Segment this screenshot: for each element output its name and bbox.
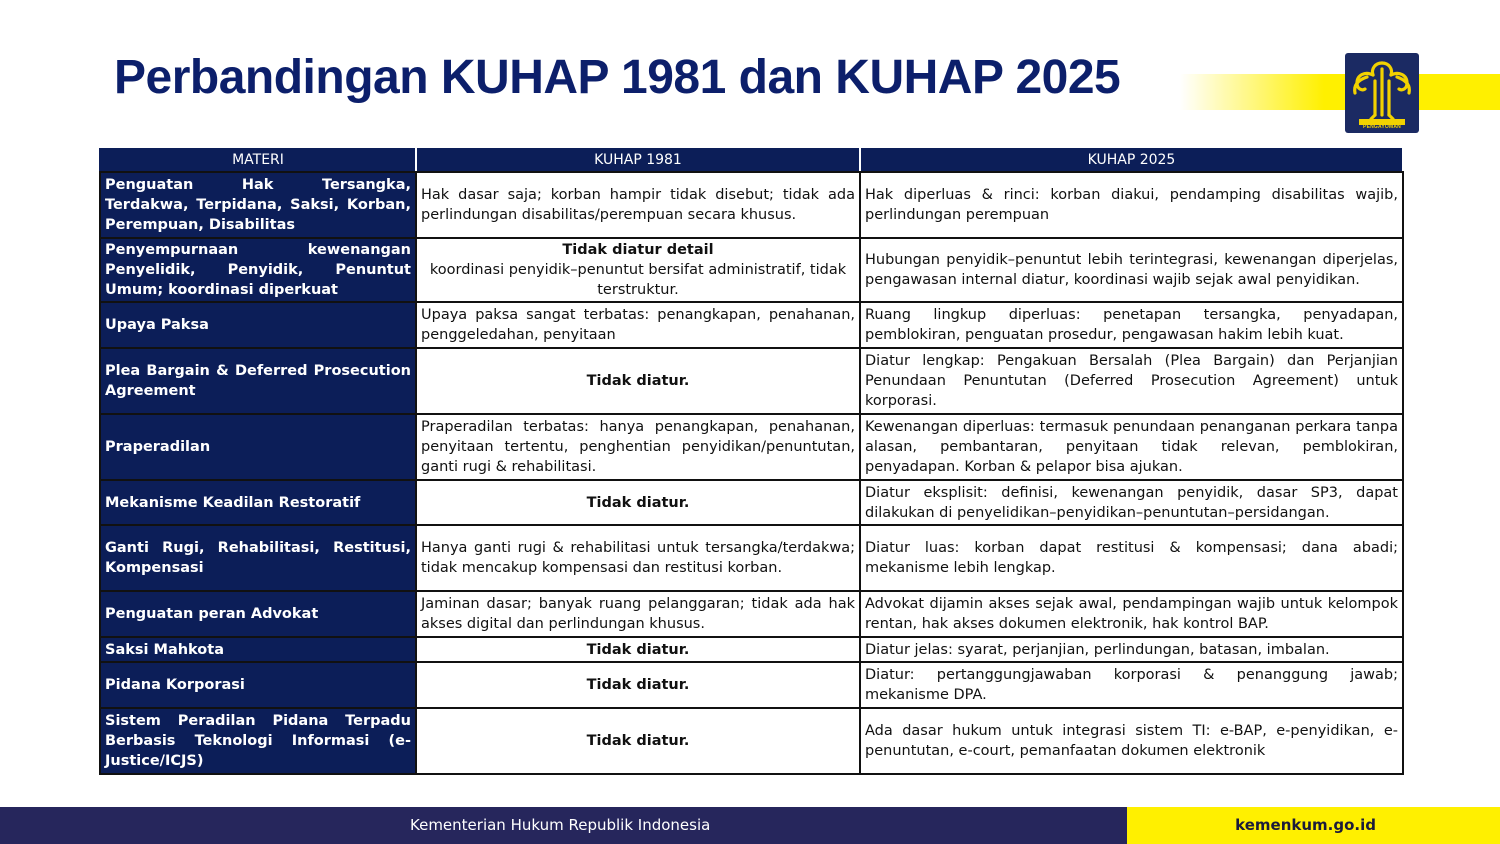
kuhap-1981-cell-text: Tidak diatur. — [586, 641, 690, 658]
materi-cell: Mekanisme Keadilan Restoratif — [100, 480, 416, 525]
kuhap-2025-cell: Diatur jelas: syarat, perjanjian, perlindungan, batasan, imbalan. — [860, 637, 1403, 662]
kuhap-1981-cell — [416, 662, 860, 708]
kuhap-1981-cell-text: Tidak diatur. — [586, 373, 690, 389]
kuhap-1981-cell-text: Tidak diatur. — [586, 494, 690, 511]
kuhap-2025-cell: Advokat dijamin akses sejak awal, pendampingan wajib untuk kelompok rentan, hak akses dokumen elektronik, hak kontrol BAP. — [860, 591, 1403, 637]
kuhap-1981-cell — [416, 348, 860, 414]
kuhap-2025-cell: Diatur lengkap: Pengakuan Bersalah (Plea Bargain) dan Perjanjian Penundaan Penuntutan (Deferred Prosecution Agreement) untuk korporasi. — [860, 348, 1403, 414]
materi-cell: Pidana Korporasi — [100, 662, 416, 708]
materi-cell: Penguatan peran Advokat — [100, 591, 416, 637]
ministry-logo — [1345, 53, 1419, 133]
kuhap-2025-cell: Hak diperluas & rinci: korban diakui, pendamping disabilitas wajib, perlindungan perempuan — [860, 172, 1403, 238]
materi-cell: Upaya Paksa — [100, 302, 416, 348]
table-row — [100, 172, 1403, 238]
materi-cell: Sistem Peradilan Pidana Terpadu Berbasis Teknologi Informasi (e-Justice/ICJS) — [100, 708, 416, 774]
table-row — [100, 591, 1403, 637]
table-row — [100, 662, 1403, 708]
page-title: Perbandingan KUHAP 1981 dan KUHAP 2025 — [114, 51, 1121, 104]
kuhap-1981-cell: Upaya paksa sangat terbatas: penangkapan, penahanan, penggeledahan, penyitaan — [416, 302, 860, 348]
table-row — [100, 708, 1403, 774]
table-row — [100, 414, 1403, 480]
kuhap-2025-cell: Diatur: pertanggungjawaban korporasi & penanggung jawab; mekanisme DPA. — [860, 662, 1403, 708]
table-row — [100, 637, 1403, 662]
kuhap-1981-cell — [416, 480, 860, 525]
kuhap-2025-cell: Ruang lingkup diperluas: penetapan tersangka, penyadapan, pemblokiran, penguatan prosedur, pengawasan hakim lebih kuat. — [860, 302, 1403, 348]
kuhap-1981-cell: Jaminan dasar; banyak ruang pelanggaran; tidak ada hak akses digital dan perlindungan khusus. — [416, 591, 860, 637]
column-header-materi: MATERI — [100, 147, 416, 172]
column-header-kuhap-1981: KUHAP 1981 — [416, 147, 860, 172]
kuhap-2025-cell: Diatur luas: korban dapat restitusi & kompensasi; dana abadi; mekanisme lebih lengkap. — [860, 525, 1403, 591]
materi-cell: Penyempurnaan kewenangan Penyelidik, Penyidik, Penuntut Umum; koordinasi diperkuat — [100, 238, 416, 302]
kuhap-2025-cell: Ada dasar hukum untuk integrasi sistem TI: e-BAP, e-penyidikan, e-penuntutan, e-court, pemanfaatan dokumen elektronik — [860, 708, 1403, 774]
table-row — [100, 302, 1403, 348]
kuhap-1981-cell — [416, 238, 860, 302]
logo-caption: PENGAYOMAN — [1363, 124, 1401, 130]
kuhap-1981-cell-text: Tidak diatur. — [586, 733, 690, 749]
kuhap-1981-cell: Hak dasar saja; korban hampir tidak disebut; tidak ada perlindungan disabilitas/perempuan secara khusus. — [416, 172, 860, 238]
kuhap-1981-cell — [416, 637, 860, 662]
kuhap-1981-cell: Hanya ganti rugi & rehabilitasi untuk tersangka/terdakwa; tidak mencakup kompensasi dan restitusi korban. — [416, 525, 860, 591]
pengayoman-tree-icon — [1345, 53, 1419, 133]
kuhap-1981-cell: Praperadilan terbatas: hanya penangkapan, penahanan, penyitaan tertentu, penghentian penyidikan/penuntutan, ganti rugi & rehabilitasi. — [416, 414, 860, 480]
table-row — [100, 480, 1403, 525]
materi-cell: Penguatan Hak Tersangka, Terdakwa, Terpidana, Saksi, Korban, Perempuan, Disabilitas — [100, 172, 416, 238]
materi-cell: Plea Bargain & Deferred Prosecution Agreement — [100, 348, 416, 414]
kuhap-2025-cell: Diatur eksplisit: definisi, kewenangan penyidik, dasar SP3, dapat dilakukan di penyelidikan–penyidikan–penuntutan–persidangan. — [860, 480, 1403, 525]
comparison-table — [99, 146, 1404, 775]
kuhap-1981-cell-text: koordinasi penyidik–penuntut bersifat administratif, tidak terstruktur. — [429, 262, 847, 298]
kuhap-2025-cell: Hubungan penyidik–penuntut lebih terintegrasi, kewenangan diperjelas, pengawasan internal diatur, koordinasi wajib sejak awal penyidikan. — [860, 238, 1403, 302]
kuhap-1981-cell-text: Tidak diatur. — [586, 677, 690, 693]
table-row — [100, 348, 1403, 414]
footer-bar — [0, 807, 1500, 844]
header-accent-band — [1180, 74, 1500, 110]
column-header-kuhap-2025: KUHAP 2025 — [860, 147, 1403, 172]
kuhap-2025-cell: Kewenangan diperluas: termasuk penundaan penanganan perkara tanpa alasan, pembantaran, penyitaan tidak relevan, pemblokiran, penyadapan. Korban & pelapor bisa ajukan. — [860, 414, 1403, 480]
kuhap-1981-cell-heading: Tidak diatur detail — [562, 242, 714, 258]
kuhap-1981-cell — [416, 708, 860, 774]
footer-website-link[interactable]: kemenkum.go.id — [1235, 816, 1376, 834]
footer-website — [1127, 807, 1500, 844]
table-header-row — [100, 147, 1403, 172]
footer-ministry-name: Kementerian Hukum Republik Indonesia — [410, 816, 711, 834]
materi-cell: Praperadilan — [100, 414, 416, 480]
materi-cell: Ganti Rugi, Rehabilitasi, Restitusi, Kompensasi — [100, 525, 416, 591]
table-row — [100, 238, 1403, 302]
materi-cell: Saksi Mahkota — [100, 637, 416, 662]
footer-ministry — [0, 807, 1127, 844]
table-row — [100, 525, 1403, 591]
